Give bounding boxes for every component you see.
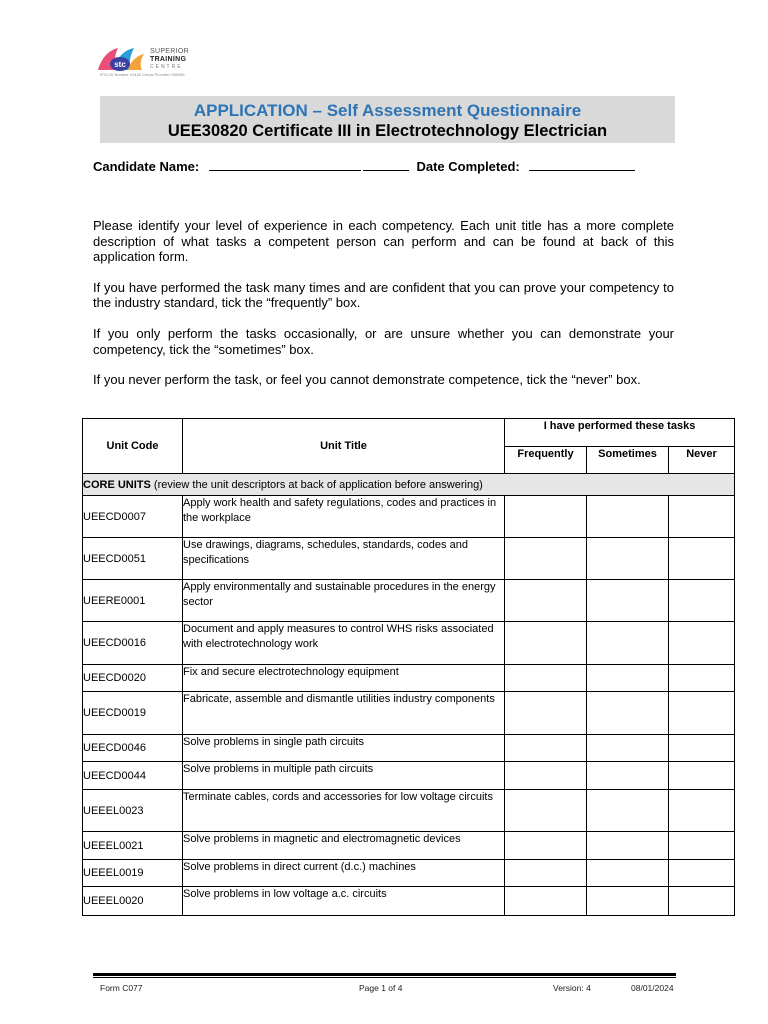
footer-rule [93,973,676,976]
unit-code: UEECD0051 [83,538,183,580]
table-row [83,496,735,538]
instruction-paragraph: If you only perform the tasks occasionally, or are unsure whether you can demonstrate your competency, tick the “sometimes” box. [93,325,674,357]
frequently-checkbox-cell[interactable] [505,580,587,622]
unit-code: UEEEL0019 [83,860,183,887]
sometimes-checkbox-cell[interactable] [587,790,669,832]
sometimes-checkbox-cell[interactable] [587,665,669,692]
sometimes-checkbox-cell[interactable] [587,762,669,790]
never-checkbox-cell[interactable] [669,860,735,887]
unit-title: Solve problems in magnetic and electromagnetic devices [183,832,505,860]
candidate-name-field[interactable] [209,158,361,171]
unit-title: Solve problems in multiple path circuits [183,762,505,790]
unit-code: UEECD0016 [83,622,183,665]
table-row [83,622,735,665]
header-unit-code: Unit Code [83,419,183,474]
frequently-checkbox-cell[interactable] [505,665,587,692]
sometimes-checkbox-cell[interactable] [587,735,669,762]
footer-rule-thin [93,977,676,978]
never-checkbox-cell[interactable] [669,790,735,832]
table-row [83,887,735,916]
unit-code: UEECD0020 [83,665,183,692]
sometimes-checkbox-cell[interactable] [587,887,669,916]
never-checkbox-cell[interactable] [669,735,735,762]
candidate-name-field-ext[interactable] [363,158,409,171]
logo-text-rto: RTO ID Number 41432 Cricos Provider 03598G [100,72,185,77]
candidate-name-label: Candidate Name: [93,159,200,174]
unit-title: Solve problems in single path circuits [183,735,505,762]
logo-text-superior: SUPERIOR [150,48,189,55]
never-checkbox-cell[interactable] [669,692,735,735]
frequently-checkbox-cell[interactable] [505,538,587,580]
footer-form-number: Form C077 [100,983,143,993]
sometimes-checkbox-cell[interactable] [587,580,669,622]
unit-title: Terminate cables, cords and accessories for low voltage circuits [183,790,505,832]
unit-code: UEEEL0023 [83,790,183,832]
instruction-paragraph: If you never perform the task, or feel you cannot demonstrate competence, tick the “never” box. [93,372,641,388]
unit-title: Fabricate, assemble and dismantle utilities industry components [183,692,505,735]
title-banner [100,96,675,143]
frequently-checkbox-cell[interactable] [505,735,587,762]
unit-code: UEECD0007 [83,496,183,538]
frequently-checkbox-cell[interactable] [505,860,587,887]
logo-text-centre: CENTRE [150,64,183,70]
header-sometimes: Sometimes [587,447,669,474]
never-checkbox-cell[interactable] [669,496,735,538]
never-checkbox-cell[interactable] [669,580,735,622]
never-checkbox-cell[interactable] [669,762,735,790]
svg-text:stc: stc [114,60,126,69]
page-title: APPLICATION – Self Assessment Questionnaire [193,101,582,120]
unit-title: Fix and secure electrotechnology equipment [183,665,505,692]
instruction-paragraph: Please identify your level of experience in each competency. Each unit title has a more complete description of what tasks a competent person can perform and can be found at back of this application form. [93,218,674,265]
unit-title: Document and apply measures to control WHS risks associated with electrotechnology work [183,622,505,665]
candidate-row [93,158,635,174]
unit-code: UEERE0001 [83,580,183,622]
footer-date: 08/01/2024 [631,983,674,993]
unit-code: UEECD0046 [83,735,183,762]
table-row [83,692,735,735]
never-checkbox-cell[interactable] [669,538,735,580]
logo-mark-icon [96,44,148,74]
unit-title: Use drawings, diagrams, schedules, standards, codes and specifications [183,538,505,580]
unit-code: UEEEL0020 [83,887,183,916]
unit-code: UEECD0044 [83,762,183,790]
date-completed-label: Date Completed: [416,159,520,174]
unit-rows [83,496,735,916]
sometimes-checkbox-cell[interactable] [587,860,669,887]
frequently-checkbox-cell[interactable] [505,496,587,538]
logo-text-training: TRAINING [150,56,187,63]
unit-title: Apply work health and safety regulations, codes and practices in the workplace [183,496,505,538]
table-row [83,832,735,860]
unit-title: Solve problems in low voltage a.c. circuits [183,887,505,916]
unit-title: Apply environmentally and sustainable procedures in the energy sector [183,580,505,622]
never-checkbox-cell[interactable] [669,665,735,692]
table-row [83,665,735,692]
frequently-checkbox-cell[interactable] [505,790,587,832]
date-completed-field[interactable] [529,158,635,171]
frequently-checkbox-cell[interactable] [505,762,587,790]
table-row [83,735,735,762]
sometimes-checkbox-cell[interactable] [587,538,669,580]
never-checkbox-cell[interactable] [669,622,735,665]
unit-title: Solve problems in direct current (d.c.) machines [183,860,505,887]
instruction-paragraph: If you have performed the task many times and are confident that you can prove your competency to the industry standard, tick the “frequently” box. [93,279,674,311]
frequently-checkbox-cell[interactable] [505,887,587,916]
unit-code: UEECD0019 [83,692,183,735]
never-checkbox-cell[interactable] [669,887,735,916]
frequently-checkbox-cell[interactable] [505,832,587,860]
table-row [83,580,735,622]
footer-page-number: Page 1 of 4 [359,983,403,993]
core-units-label [83,474,735,496]
table-row [83,860,735,887]
table-row [83,790,735,832]
page-subtitle: UEE30820 Certificate III in Electrotechnology Electrician [167,122,608,140]
header-performed-group: I have performed these tasks [505,419,735,447]
header-frequently: Frequently [505,447,587,474]
table-row [83,762,735,790]
sometimes-checkbox-cell[interactable] [587,496,669,538]
unit-code: UEEEL0021 [83,832,183,860]
table-row [83,538,735,580]
footer-version: Version: 4 [553,983,591,993]
frequently-checkbox-cell[interactable] [505,692,587,735]
never-checkbox-cell[interactable] [669,832,735,860]
instructions [93,218,674,403]
sometimes-checkbox-cell[interactable] [587,832,669,860]
frequently-checkbox-cell[interactable] [505,622,587,665]
sometimes-checkbox-cell[interactable] [587,622,669,665]
header-unit-title: Unit Title [183,419,505,474]
core-units-row [83,474,735,496]
core-units-heading: CORE UNITS [83,478,151,491]
sometimes-checkbox-cell[interactable] [587,692,669,735]
header-never: Never [669,447,735,474]
core-units-note: (review the unit descriptors at back of application before answering) [150,478,483,491]
competency-table [82,418,735,916]
company-logo [96,44,206,80]
